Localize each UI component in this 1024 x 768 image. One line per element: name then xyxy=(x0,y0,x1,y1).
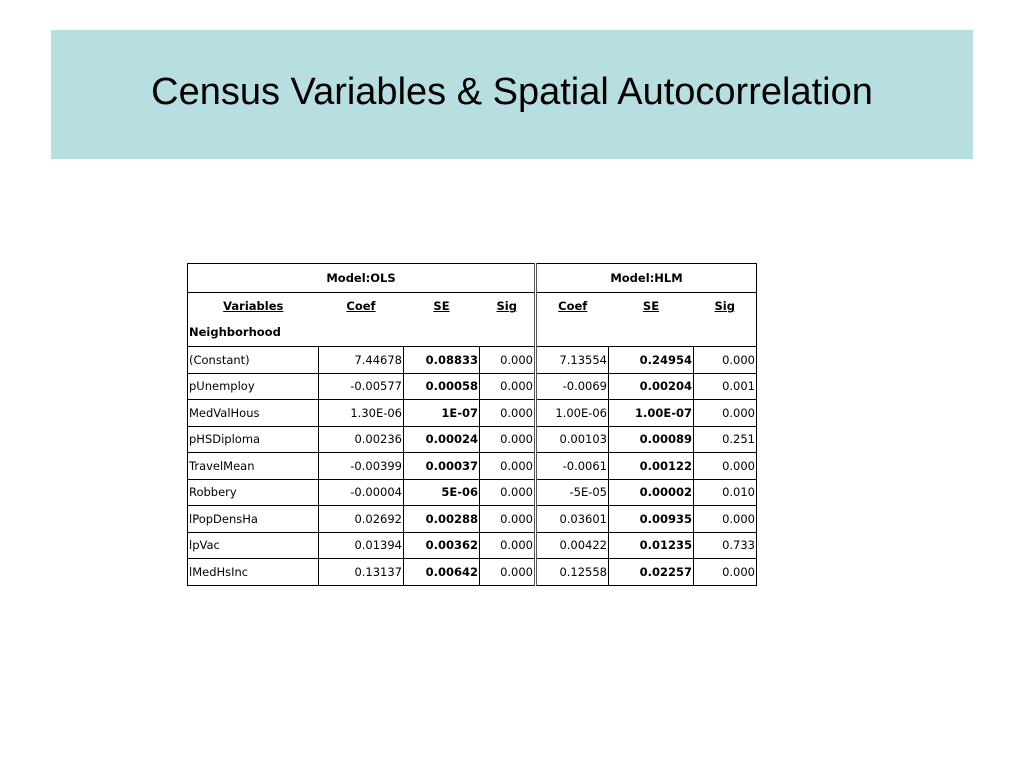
ols-coef-cell: 0.13137 xyxy=(319,559,404,586)
variable-cell: MedValHous xyxy=(188,400,319,427)
model-header-row xyxy=(188,264,757,293)
ols-sig-cell: 0.000 xyxy=(480,373,536,400)
hlm-se-cell: 0.24954 xyxy=(609,347,694,374)
ols-sig-header xyxy=(480,293,536,319)
ols-coef-cell: 0.02692 xyxy=(319,506,404,533)
ols-se-cell: 0.00642 xyxy=(404,559,480,586)
hlm-sig-cell: 0.000 xyxy=(694,400,757,427)
hlm-se-cell: 0.00089 xyxy=(609,426,694,453)
section-blank xyxy=(694,319,757,347)
ols-coef-cell: 0.01394 xyxy=(319,532,404,559)
ols-coef-header xyxy=(319,293,404,319)
hlm-sig-header-label: Sig xyxy=(714,298,735,313)
ols-coef-cell: -0.00577 xyxy=(319,373,404,400)
variable-cell: lPopDensHa xyxy=(188,506,319,533)
ols-se-header-label: SE xyxy=(433,298,450,313)
variables-header xyxy=(188,293,319,319)
variable-cell: pUnemploy xyxy=(188,373,319,400)
variable-cell: lpVac xyxy=(188,532,319,559)
variable-cell: TravelMean xyxy=(188,453,319,480)
hlm-se-header xyxy=(609,293,694,319)
ols-model-header: Model:OLS xyxy=(188,264,536,293)
table-row xyxy=(188,559,757,586)
ols-coef-cell: -0.00399 xyxy=(319,453,404,480)
title-banner xyxy=(51,30,973,159)
ols-sig-cell: 0.000 xyxy=(480,426,536,453)
section-blank xyxy=(480,319,536,347)
variable-cell: lMedHsInc xyxy=(188,559,319,586)
ols-sig-cell: 0.000 xyxy=(480,559,536,586)
hlm-se-cell: 0.00935 xyxy=(609,506,694,533)
hlm-se-cell: 0.00002 xyxy=(609,479,694,506)
section-blank xyxy=(404,319,480,347)
hlm-sig-cell: 0.000 xyxy=(694,453,757,480)
hlm-sig-cell: 0.000 xyxy=(694,347,757,374)
section-blank xyxy=(536,319,609,347)
section-label-row xyxy=(188,319,757,347)
ols-se-header xyxy=(404,293,480,319)
hlm-sig-header xyxy=(694,293,757,319)
hlm-coef-cell: -0.0069 xyxy=(536,373,609,400)
table-row xyxy=(188,426,757,453)
hlm-coef-cell: 0.12558 xyxy=(536,559,609,586)
hlm-sig-cell: 0.251 xyxy=(694,426,757,453)
ols-sig-cell: 0.000 xyxy=(480,479,536,506)
hlm-sig-cell: 0.733 xyxy=(694,532,757,559)
ols-sig-cell: 0.000 xyxy=(480,532,536,559)
hlm-se-cell: 0.02257 xyxy=(609,559,694,586)
hlm-se-cell: 0.00122 xyxy=(609,453,694,480)
column-header-row xyxy=(188,293,757,319)
hlm-coef-header-label: Coef xyxy=(558,298,588,313)
hlm-sig-cell: 0.001 xyxy=(694,373,757,400)
hlm-coef-cell: -5E-05 xyxy=(536,479,609,506)
variable-cell: pHSDiploma xyxy=(188,426,319,453)
slide-title: Census Variables & Spatial Autocorrelation xyxy=(151,71,873,113)
ols-sig-cell: 0.000 xyxy=(480,506,536,533)
ols-se-cell: 0.00037 xyxy=(404,453,480,480)
hlm-coef-cell: -0.0061 xyxy=(536,453,609,480)
hlm-coef-cell: 7.13554 xyxy=(536,347,609,374)
hlm-sig-cell: 0.000 xyxy=(694,559,757,586)
table-row xyxy=(188,347,757,374)
hlm-coef-cell: 1.00E-06 xyxy=(536,400,609,427)
hlm-coef-header xyxy=(536,293,609,319)
ols-se-cell: 0.00024 xyxy=(404,426,480,453)
hlm-model-header: Model:HLM xyxy=(536,264,757,293)
hlm-se-header-label: SE xyxy=(642,298,660,313)
ols-coef-cell: 0.00236 xyxy=(319,426,404,453)
table-row xyxy=(188,479,757,506)
ols-se-cell: 0.00288 xyxy=(404,506,480,533)
table-row xyxy=(188,400,757,427)
table-row xyxy=(188,532,757,559)
ols-coef-header-label: Coef xyxy=(346,298,376,313)
section-blank xyxy=(319,319,404,347)
section-blank xyxy=(609,319,694,347)
ols-sig-cell: 0.000 xyxy=(480,400,536,427)
ols-coef-cell: -0.00004 xyxy=(319,479,404,506)
regression-table-container xyxy=(187,263,757,586)
ols-se-cell: 5E-06 xyxy=(404,479,480,506)
section-label: Neighborhood xyxy=(188,319,319,347)
hlm-sig-cell: 0.010 xyxy=(694,479,757,506)
ols-se-cell: 0.08833 xyxy=(404,347,480,374)
table-row xyxy=(188,373,757,400)
hlm-se-cell: 1.00E-07 xyxy=(609,400,694,427)
ols-sig-cell: 0.000 xyxy=(480,347,536,374)
hlm-coef-cell: 0.03601 xyxy=(536,506,609,533)
regression-table xyxy=(187,263,757,586)
ols-coef-cell: 7.44678 xyxy=(319,347,404,374)
hlm-se-cell: 0.00204 xyxy=(609,373,694,400)
ols-sig-header-label: Sig xyxy=(496,298,517,313)
ols-se-cell: 1E-07 xyxy=(404,400,480,427)
variables-header-label: Variables xyxy=(223,298,284,313)
hlm-se-cell: 0.01235 xyxy=(609,532,694,559)
ols-se-cell: 0.00058 xyxy=(404,373,480,400)
table-row xyxy=(188,453,757,480)
ols-sig-cell: 0.000 xyxy=(480,453,536,480)
ols-se-cell: 0.00362 xyxy=(404,532,480,559)
hlm-coef-cell: 0.00103 xyxy=(536,426,609,453)
ols-coef-cell: 1.30E-06 xyxy=(319,400,404,427)
hlm-sig-cell: 0.000 xyxy=(694,506,757,533)
variable-cell: (Constant) xyxy=(188,347,319,374)
table-row xyxy=(188,506,757,533)
hlm-coef-cell: 0.00422 xyxy=(536,532,609,559)
variable-cell: Robbery xyxy=(188,479,319,506)
